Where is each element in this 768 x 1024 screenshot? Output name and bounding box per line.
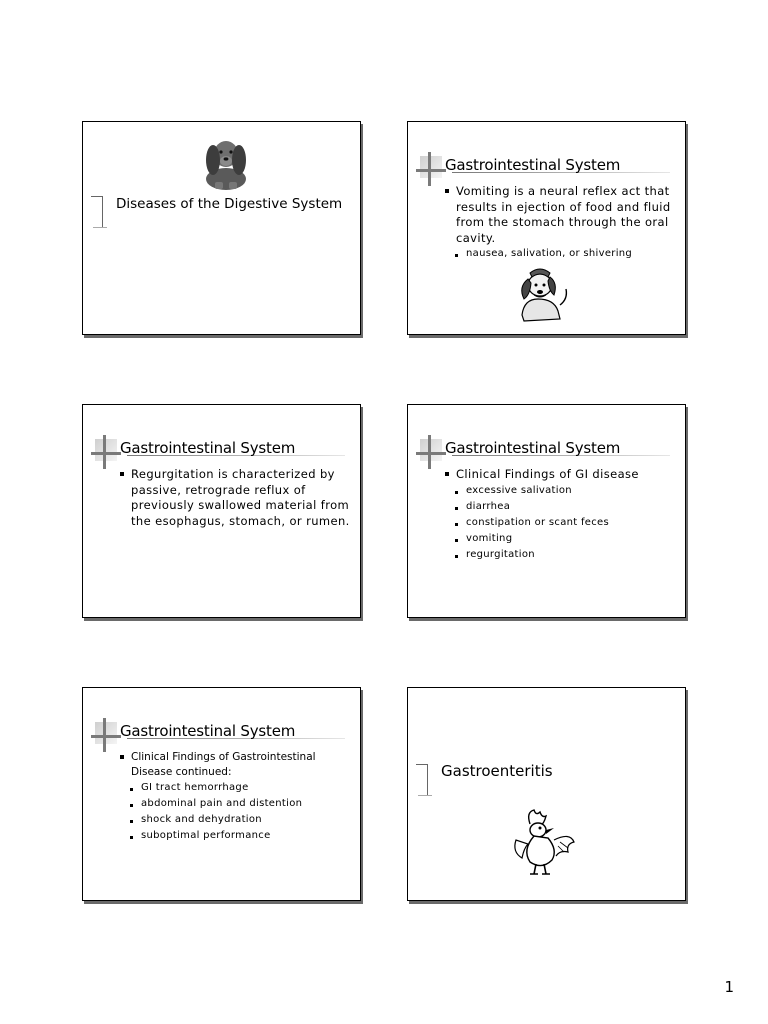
title-ornament bbox=[416, 152, 448, 188]
bullet: Clinical Findings of Gastrointestinal Disease continued: bbox=[119, 750, 351, 780]
title-ornament bbox=[91, 435, 123, 471]
slide-3 bbox=[82, 404, 361, 618]
sub-bullet: regurgitation bbox=[455, 547, 676, 563]
slide-title: Gastrointestinal System bbox=[445, 156, 621, 174]
cocker-spaniel-photo bbox=[201, 134, 251, 190]
slide-content bbox=[119, 467, 351, 529]
sub-bullet: constipation or scant feces bbox=[455, 515, 676, 531]
title-ornament bbox=[416, 435, 448, 471]
slide-title: Gastrointestinal System bbox=[120, 439, 296, 457]
bullet: Regurgitation is characterized by passive, retrograde reflux of previously swallowed material from the esophagus, stomach, or rumen. bbox=[119, 467, 351, 529]
sub-bullet: nausea, salivation, or shivering bbox=[455, 246, 676, 262]
slide-content bbox=[444, 467, 676, 563]
bullet: Clinical Findings of GI disease bbox=[444, 467, 676, 483]
slide-1 bbox=[82, 121, 361, 335]
slide-2 bbox=[407, 121, 686, 335]
slide-content bbox=[444, 184, 676, 262]
slide-title: Diseases of the Digestive System bbox=[116, 196, 343, 212]
sub-bullet: abdominal pain and distention bbox=[130, 796, 351, 812]
slide-5 bbox=[82, 687, 361, 901]
sub-bullet: vomiting bbox=[455, 531, 676, 547]
sub-bullet: excessive salivation bbox=[455, 483, 676, 499]
title-ornament bbox=[91, 718, 123, 754]
sub-bullet: suboptimal performance bbox=[130, 828, 351, 844]
cartoon-rooster bbox=[508, 806, 580, 878]
sick-cartoon-dog bbox=[514, 265, 570, 323]
title-ornament bbox=[91, 196, 111, 232]
title-ornament bbox=[416, 764, 436, 800]
slide-4 bbox=[407, 404, 686, 618]
bullet: Vomiting is a neural reflex act that results in ejection of food and fluid from the stomach through the oral cavity. bbox=[444, 184, 676, 246]
slide-content bbox=[119, 750, 351, 844]
slide-title: Gastrointestinal System bbox=[120, 722, 296, 740]
sub-bullet: diarrhea bbox=[455, 499, 676, 515]
sub-bullet: shock and dehydration bbox=[130, 812, 351, 828]
slide-6 bbox=[407, 687, 686, 901]
slide-title: Gastrointestinal System bbox=[445, 439, 621, 457]
slide-title: Gastroenteritis bbox=[441, 762, 553, 780]
sub-bullet: GI tract hemorrhage bbox=[130, 780, 351, 796]
page-number: 1 bbox=[724, 978, 734, 996]
